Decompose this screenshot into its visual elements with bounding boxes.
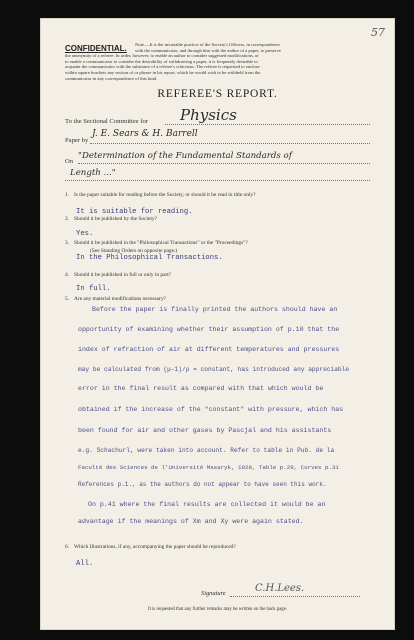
committee-rule	[165, 124, 370, 125]
answer-text: In full.	[76, 285, 111, 293]
on-prefix: On	[65, 158, 74, 165]
note-line: acquaint the communicator with the substance of a referee's criticisms. The referee is requested to enclose	[65, 64, 260, 70]
paper-by-value: J. E. Sears & H. Barrell	[92, 129, 198, 139]
question-num: 1.	[65, 192, 70, 198]
paper-by-prefix: Paper by	[65, 137, 89, 144]
note-line: the anonymity of a referee. In order, however, to enable an author to consider suggested modifications, or	[65, 53, 259, 59]
answer-text: All.	[76, 560, 94, 568]
answer-text: It is suitable for reading.	[76, 208, 193, 216]
signature-value: C.H.Lees.	[255, 583, 305, 594]
answer-text: In the Philosophical Transactions.	[76, 254, 223, 262]
question-num: 6.	[65, 544, 70, 550]
on-rule	[78, 163, 370, 164]
report-sheet	[40, 18, 395, 630]
question-text: Are any material modifications necessary?	[74, 296, 166, 302]
question-num: 4.	[65, 272, 70, 278]
committee-prefix: To the Sectional Committee for	[65, 118, 149, 125]
report-line: advantage if the meanings of Xm and Xy were again stated.	[78, 518, 304, 525]
question-text: Should it be published in the "Philosophical Transactions" or the "Proceedings"?	[74, 240, 248, 246]
note-line: Note.—It is the invariable practice of the Society's Officers, in correspondence	[135, 42, 280, 47]
signature-rule	[230, 596, 360, 597]
report-line: Before the paper is finally printed the authors should have an	[92, 306, 338, 313]
committee-value: Physics	[180, 106, 237, 124]
report-title: REFEREE'S REPORT.	[157, 88, 278, 100]
question-num: 5.	[65, 296, 70, 302]
report-line: Faculté des Sciences de l'Université Masaryk, 1928, Table p.29, Curves p.31	[78, 464, 339, 471]
note-line: communicator in any correspondence of this kind.	[65, 75, 158, 81]
question-num: 3.	[65, 240, 70, 246]
note-line: to enable a communicator to consider the desirability of withdrawing a paper, it is frequently desirable to	[65, 58, 258, 64]
report-line: error in the final result as compared with that which would be	[78, 385, 324, 392]
on-line2: Length ..."	[70, 168, 116, 178]
signature-label: Signature	[201, 590, 226, 597]
question-text: Which Illustrations, if any, accompanying the paper should be reproduced?	[74, 544, 236, 550]
report-line: obtained if the increase of the "constant" with pressure, which has	[78, 406, 344, 413]
report-line: been found for air and other gases by Pascjal and his assistants	[78, 427, 332, 434]
report-line: may be calculated from (μ-1)/ρ = constant, has introduced any appreciable	[78, 366, 350, 373]
on-line1: "Determination of the Fundamental Standards of	[78, 151, 292, 161]
report-line: index of refraction of air at different temperatures and pressures	[78, 346, 340, 353]
report-line: On p.41 where the final results are collected it would be an	[88, 501, 326, 508]
note-line: within square brackets any section of or phrase in his report, which he would wish to be withheld from the	[65, 69, 261, 75]
note-line: with the communicator, and through him with the author of a paper, to preserve	[135, 47, 281, 53]
confidential-note	[65, 42, 365, 81]
report-line: opportunity of examining whether their assumption of p.10 that the	[78, 326, 340, 333]
question-num: 2.	[65, 216, 70, 222]
paper-by-rule	[90, 143, 370, 144]
question-text: Is the paper suitable for reading before the Society, or should it be read in title only?	[74, 192, 256, 198]
question-subnote: (See Standing Orders on opposite page.)	[90, 248, 178, 254]
footer-note: It is requested that any further remarks may be written on the back page.	[147, 607, 288, 612]
on-rule-2	[65, 180, 370, 181]
answer-text: Yes.	[76, 230, 94, 238]
confidential-label: CONFIDENTIAL.	[65, 44, 127, 53]
page-number: 57	[371, 26, 385, 39]
report-line: References p.1., as the authors do not appear to have seen this work.	[78, 481, 327, 488]
question-text: Should it be published in full or only in part?	[74, 272, 172, 278]
report-line: e.g. Schachurl, were taken into account. Refer to table in Pub. de la	[78, 447, 335, 454]
question-text: Should it be published by the Society?	[74, 216, 157, 222]
